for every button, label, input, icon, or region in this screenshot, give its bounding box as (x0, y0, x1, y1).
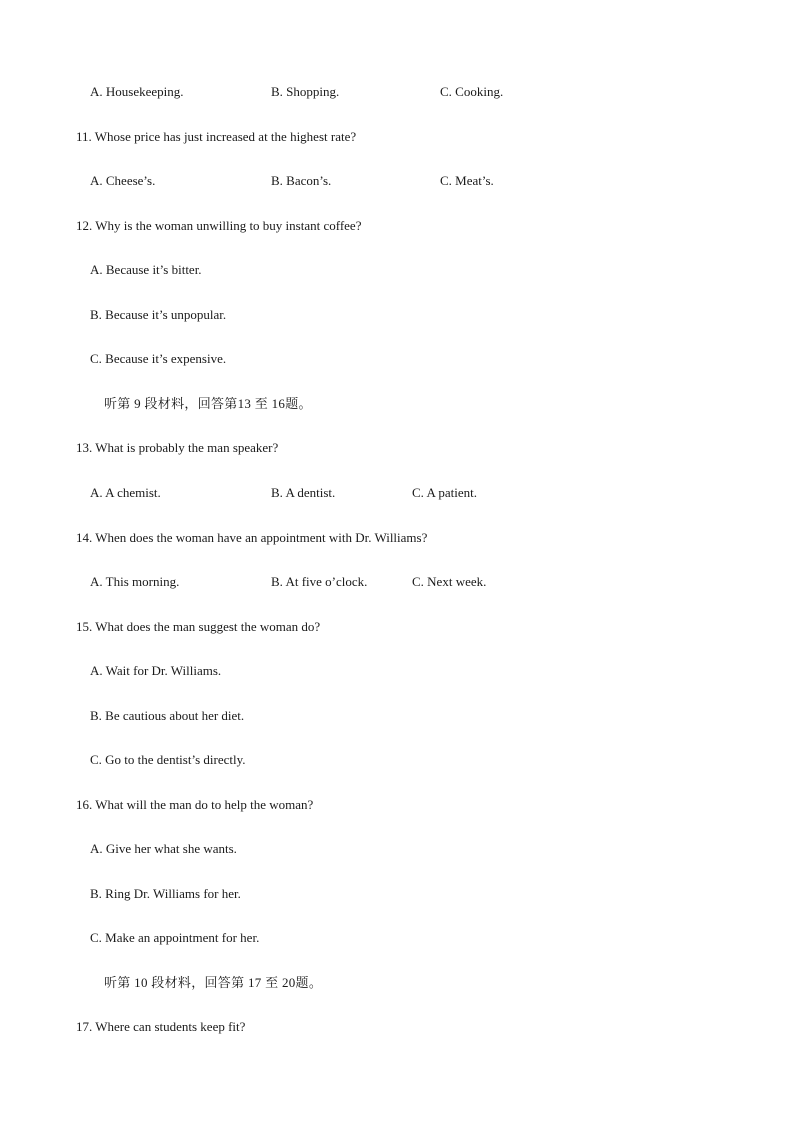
q14-option-a: A. This morning. (90, 574, 180, 589)
q13-question: 13. What is probably the man speaker? (76, 440, 279, 455)
q17-question: 17. Where can students keep fit? (76, 1019, 246, 1034)
q16-option-a: A. Give her what she wants. (90, 841, 237, 856)
q10-option-a: A. Housekeeping. (90, 84, 184, 99)
q14-option-b: B. At five o’clock. (271, 574, 368, 589)
q11-option-b: B. Bacon’s. (271, 173, 332, 188)
q12-option-b: B. Because it’s unpopular. (90, 307, 227, 322)
section-10-instruction: 听第 10 段材料，回答第 17 至 20题。 (104, 975, 323, 990)
q12-question: 12. Why is the woman unwilling to buy instant coffee? (76, 218, 362, 233)
q11-question: 11. Whose price has just increased at the highest rate? (76, 129, 357, 144)
q15-option-b: B. Be cautious about her diet. (90, 708, 245, 723)
q16-option-c: C. Make an appointment for her. (90, 930, 260, 945)
q15-option-c: C. Go to the dentist’s directly. (90, 752, 246, 767)
q12-option-a: A. Because it’s bitter. (90, 262, 202, 277)
q15-option-a: A. Wait for Dr. Williams. (90, 663, 222, 678)
q11-option-a: A. Cheese’s. (90, 173, 156, 188)
q13-option-b: B. A dentist. (271, 485, 336, 500)
q15-question: 15. What does the man suggest the woman do? (76, 619, 321, 634)
q10-option-b: B. Shopping. (271, 84, 340, 99)
q16-question: 16. What will the man do to help the woman? (76, 797, 314, 812)
q16-option-b: B. Ring Dr. Williams for her. (90, 886, 241, 901)
q13-option-c: C. A patient. (412, 485, 477, 500)
q14-option-c: C. Next week. (412, 574, 487, 589)
q13-option-a: A. A chemist. (90, 485, 161, 500)
q10-option-c: C. Cooking. (440, 84, 504, 99)
section-9-instruction: 听第 9 段材料，回答第13 至 16题。 (104, 396, 312, 411)
q12-option-c: C. Because it’s expensive. (90, 351, 227, 366)
q11-option-c: C. Meat’s. (440, 173, 494, 188)
q14-question: 14. When does the woman have an appointment with Dr. Williams? (76, 530, 428, 545)
